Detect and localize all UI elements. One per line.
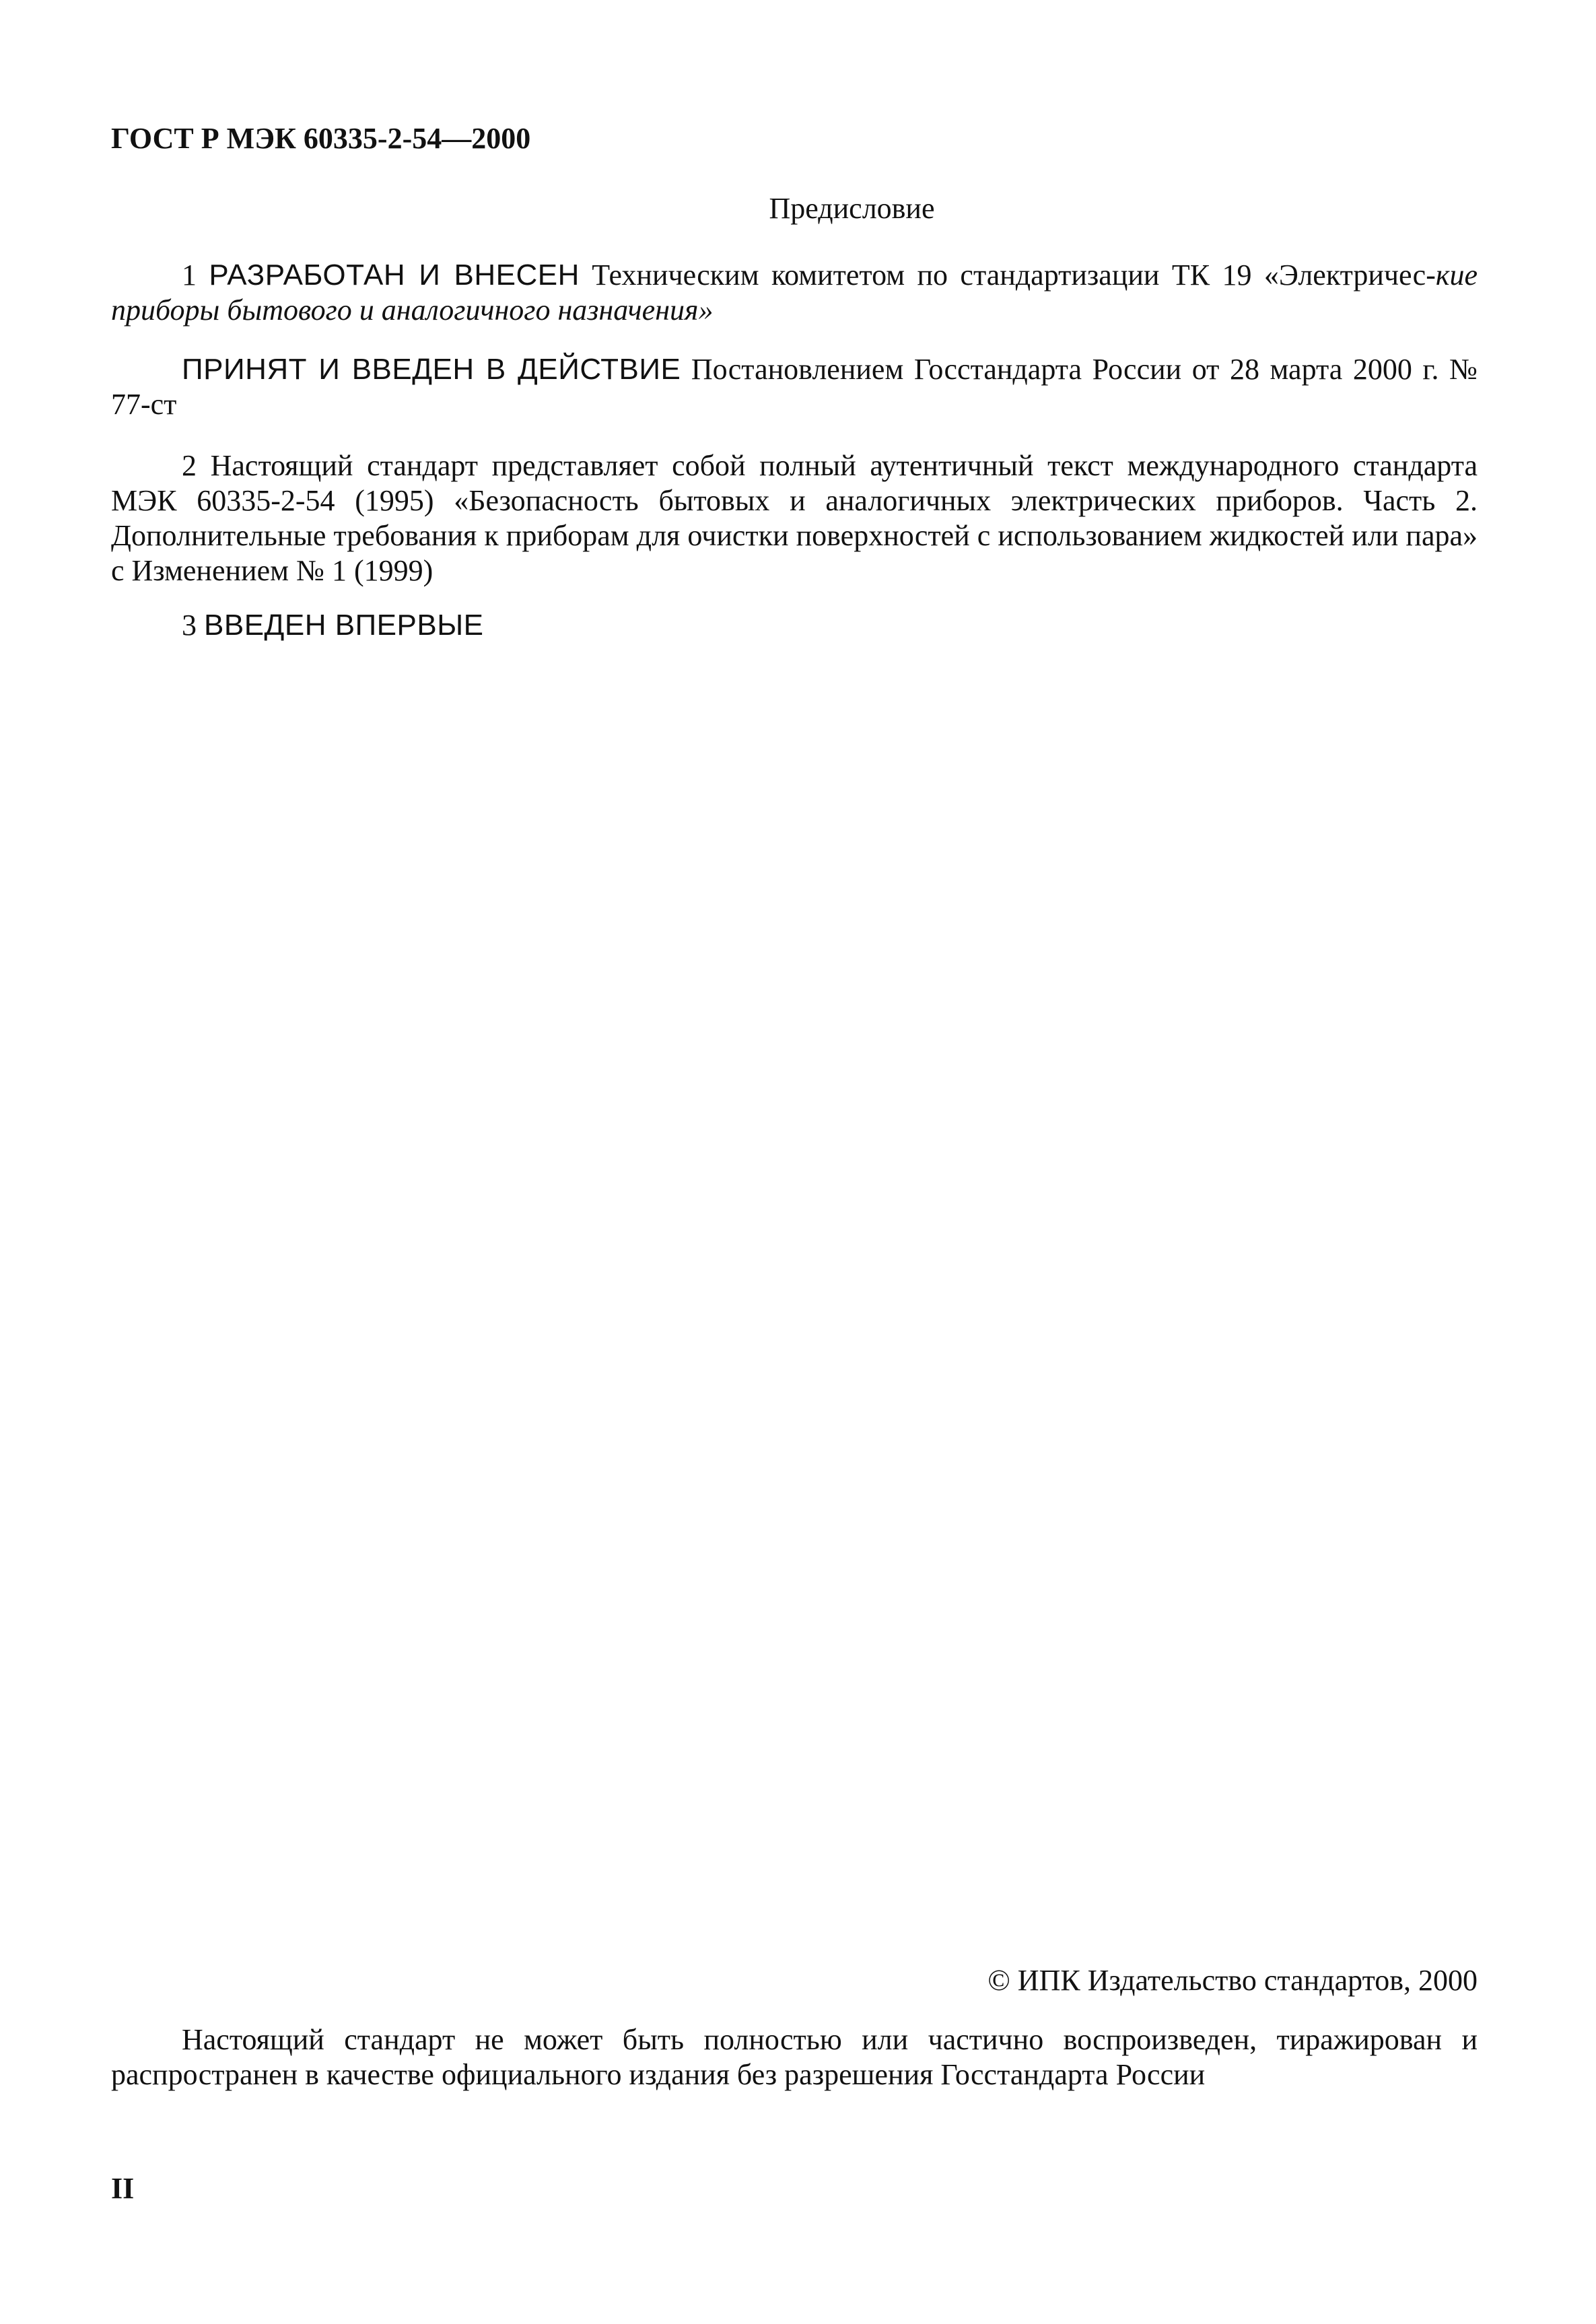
item-2-number: 2 <box>182 449 197 482</box>
item-1-lead: РАЗРАБОТАН И ВНЕСЕН <box>209 259 580 292</box>
item-1-continuation: кие приборы бытового и аналогичного назначения» <box>111 259 1478 327</box>
item-1b-lead: ПРИНЯТ И ВВЕДЕН В ДЕЙСТВИЕ <box>182 353 681 386</box>
item-1-text: Техническим комитетом по стандартизации ТК 19 «Электричес- <box>592 259 1436 292</box>
item-3-lead: ВВЕДЕН ВПЕРВЫЕ <box>204 609 484 642</box>
foreword-item-2 <box>111 448 1478 588</box>
item-2-text: Настоящий стандарт представляет собой полный аутентичный текст международного стандарта МЭК 60335-2-54 (1995) «Безопасность бытовых и аналогичных электрических приборов. Часть 2. Дополнительные требования к приборам для очистки поверхностей с использованием жидкостей или пара» с Изменением № 1 (1999) <box>111 449 1478 587</box>
foreword-item-1b <box>111 352 1478 422</box>
reproduction-notice: Настоящий стандарт не может быть полностью или частично воспроизведен, тиражирован и распространен в качестве официального издания без разрешения Госстандарта России <box>111 2023 1478 2091</box>
page-number: II <box>111 2172 135 2205</box>
foreword-item-3 <box>111 608 1478 643</box>
item-3-number: 3 <box>182 609 197 642</box>
copyright-line: © ИПК Издательство стандартов, 2000 <box>987 1964 1478 1997</box>
item-1-number: 1 <box>182 259 197 292</box>
item-1b-text: Постановлением Госстандарта России от 28 марта 2000 г. № 77-ст <box>111 353 1478 421</box>
standard-code: ГОСТ Р МЭК 60335-2-54—2000 <box>111 122 531 155</box>
foreword-title: Предисловие <box>769 192 935 225</box>
foreword-item-1 <box>111 258 1478 328</box>
